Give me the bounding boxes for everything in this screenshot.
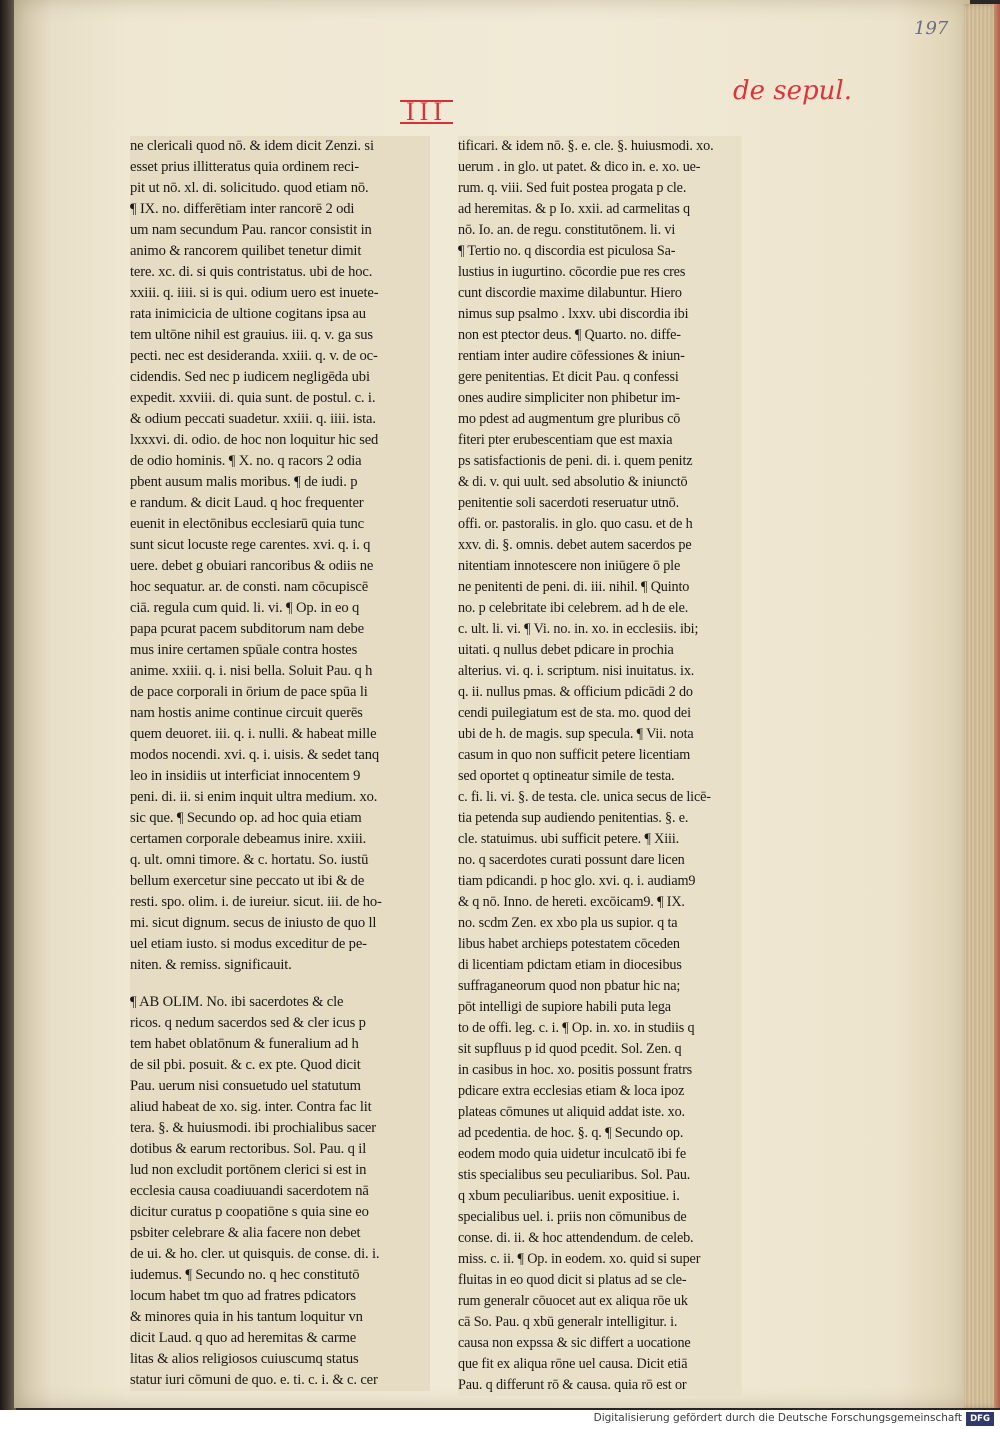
page-stack-edge [964,4,1000,1408]
text-line: certamen corporale debeamus inire. xxiii. [130,831,367,847]
text-line: uere. debet g obuiari rancoribus & odiis ne [130,558,374,574]
text-line: pōt intelligi de supiore habili puta lega [458,999,671,1015]
text-line: uel etiam iusto. si modus exceditur de pe- [130,936,367,952]
text-line: lxxxvi. di. odio. de hoc non loquitur hic sed [130,432,379,448]
text-line: nitentiam innotescere non iniūgere ō ple [458,558,681,574]
text-line: modos nocendi. xvi. q. i. uisis. & sedet tanq [130,747,380,763]
text-line: fluitas in eo quod dicit si platus ad se cle- [458,1272,687,1288]
text-line: conse. di. ii. & hoc attendendum. de celeb. [458,1230,694,1246]
text-line: cle. statuimus. ubi sufficit petere. ¶ Xiii. [458,831,680,847]
text-line: mo pdest ad augmentum gre pluribus cō [458,411,681,427]
text-line: uerum . in glo. ut patet. & dico in. e. xo. ue- [458,159,701,175]
text-line: tia petenda sup audiendo penitentias. §. e. [458,810,689,826]
running-head-mark: III [400,100,453,124]
text-line: offi. or. pastoralis. in glo. quo casu. et de h [458,516,693,532]
text-line: fiteri pter erubescentiam que est maxia [458,432,673,448]
text-line: & q nō. Inno. de hereti. excōicam9. ¶ IX. [458,894,685,910]
text-line: ¶ AB OLIM. No. ibi sacerdotes & cle [130,994,344,1010]
text-line: iudemus. ¶ Secundo no. q hec constitutō [130,1267,360,1283]
text-line: & di. v. qui uult. sed absolutio & iniunctō [458,474,688,490]
text-line: hoc sequatur. ar. de consti. nam cōcupiscē [130,579,369,595]
text-line: & minores quia in his tantum loquitur vn [130,1309,363,1325]
text-line: dicit Laud. q quo ad heremitas & carme [130,1330,357,1346]
text-line: animo & rancorem quilibet tenetur dimit [130,243,362,259]
text-line: penitentie soli sacerdoti reseruatur utnō. [458,495,680,511]
text-line: c. fi. li. vi. §. de testa. cle. unica secus de licē- [458,789,711,805]
text-line: de ui. & ho. cler. ut quisquis. de conse. di. i. [130,1246,380,1262]
text-line: uitati. q nullus debet pdicare in prochia [458,642,674,658]
dfg-logo-icon: DFG [966,1412,994,1426]
text-line: Pau. uerum nisi consuetudo uel statutum [130,1078,361,1094]
text-line: q xbum peculiaribus. uenit expositiue. i. [458,1188,680,1204]
text-line: rum. q. viii. Sed fuit postea progata p cle. [458,180,687,196]
text-line: pecti. nec est desideranda. xxiii. q. v. de oc- [130,348,378,364]
text-line: mi. sicut dignum. secus de iniusto de quo ll [130,915,377,931]
text-line: tiam pdicandi. p hoc glo. xvi. q. i. audiam9 [458,873,696,889]
text-line: stis specialibus seu peculiaribus. Sol. Pau. [458,1167,691,1183]
text-line: ubi de h. de magis. sup specula. ¶ Vii. nota [458,726,694,742]
text-line: gere penitentias. Et dicit Pau. q confessi [458,369,679,385]
text-line: ad pcedentia. de hoc. §. q. ¶ Secundo op. [458,1125,684,1141]
text-line: di licentiam pdictam etiam in diocesibus [458,957,682,973]
text-line: de pace corporali in ōrium de pace spūa li [130,684,368,700]
text-line: psbiter celebrare & alia facere non debet [130,1225,361,1241]
text-line: xxiii. q. iiii. si is qui. odium uero est inuete- [130,285,379,301]
text-line: bellum exercetur sine peccato ut ibi & de [130,873,365,889]
funding-notice: Digitalisierung gefördert durch die Deutsche Forschungsgemeinschaft [593,1412,962,1424]
text-line: um nam secundum Pau. rancor consistit in [130,222,372,238]
footer-bar [0,1410,1000,1429]
text-line: casum in quo non sufficit petere licentiam [458,747,691,763]
text-line: ones audire simpliciter non phibetur im- [458,390,681,406]
text-line: peni. di. ii. si enim inquit ultra medium. xo. [130,789,378,805]
text-line: tem ultōne nihil est grauius. iii. q. v. ga sus [130,327,373,343]
text-line: nō. Io. an. de regu. constitutōnem. li. vi [458,222,676,238]
text-line: euenit in electōnibus ecclesiarū quia tunc [130,516,364,532]
text-column-left [130,136,430,1391]
paragraph-gap [130,976,430,992]
text-line: c. ult. li. vi. ¶ Vi. no. in. xo. in ecclesiis. ibi; [458,621,699,637]
text-line: tere. xc. di. si quis contristatus. ubi de hoc. [130,264,373,280]
text-line: ricos. q nedum sacerdos sed & cler icus p [130,1015,366,1031]
text-line: mus inire certamen spūale contra hostes [130,642,358,658]
text-line: no. scdm Zen. ex xbo pla us supior. q ta [458,915,678,931]
text-line: resti. spo. olim. i. de iureiur. sicut. iii. de ho- [130,894,382,910]
text-line: Pau. q differunt rō & causa. quia rō est or [458,1377,687,1393]
text-line: anime. xxiii. q. i. nisi bella. Soluit Pau. q h [130,663,373,679]
text-line: plateas cōmunes ut aliquid addat iste. xo. [458,1104,685,1120]
text-line: tem habet oblatōnum & funeralium ad h [130,1036,359,1052]
text-line: ¶ Tertio no. q discordia est piculosa Sa- [458,243,676,259]
text-line: sed oportet q optineatur simile de testa. [458,768,675,784]
text-line: causa non expssa & sic differt a uocatione [458,1335,691,1351]
folio-number: 197 [914,18,949,39]
text-line: xxv. di. §. omnis. debet autem sacerdos pe [458,537,692,553]
text-line: libus habet archieps potestatem cōceden [458,936,680,952]
text-line: tificari. & idem nō. §. e. cle. §. huiusmodi. xo. [458,138,714,154]
text-column-right [458,136,742,1396]
text-line: miss. c. ii. ¶ Op. in eodem. xo. quid si super [458,1251,701,1267]
text-line: quem deuoret. iii. q. i. nulli. & habeat mille [130,726,377,742]
text-line: dotibus & earum rectoribus. Sol. Pau. q il [130,1141,367,1157]
text-line: aliud habeat de xo. sig. inter. Contra fac lit [130,1099,372,1115]
text-line: ¶ IX. no. differētiam inter rancorē 2 odi [130,201,355,217]
text-line: eodem modo quia uidetur inculcatō ibi fe [458,1146,687,1162]
text-line: pit ut nō. xl. di. solicitudo. quod etiam nō. [130,180,369,196]
text-line: q. ii. nullus pmas. & officium pdicādi 2 do [458,684,693,700]
text-line: no. q sacerdotes curati possunt dare licen [458,852,685,868]
text-line: rum generalr cōuocet aut ex aliqua rōe uk [458,1293,688,1309]
text-line: cendi puilegiatum est de sta. mo. quod dei [458,705,691,721]
text-line: no. p celebritate ibi celebrem. ad h de ele. [458,600,689,616]
text-line: statur iuri cōmuni de quo. e. ti. c. i. & c. cer [130,1372,378,1388]
text-line: ne penitenti de peni. di. iii. nihil. ¶ Quinto [458,579,690,595]
text-line: q. ult. omni timore. & c. hortatu. So. iustū [130,852,369,868]
text-line: cidendis. Sed nec p iudicem negligēda ubi [130,369,370,385]
text-line: ciā. regula cum quid. li. vi. ¶ Op. in eo q [130,600,360,616]
text-line: nimus sup psalmo . lxxv. ubi discordia ibi [458,306,689,322]
text-line: litas & alios religiosos cuiuscumq status [130,1351,359,1367]
text-line: tera. §. & huiusmodi. ibi prochialibus sacer [130,1120,376,1136]
text-line: to de offi. leg. c. i. ¶ Op. in. xo. in studiis q [458,1020,695,1036]
text-line: sic que. ¶ Secundo op. ad hoc quia etiam [130,810,362,826]
text-line: expedit. xxviii. di. quia sunt. de postul. c. i. [130,390,376,406]
text-line: sunt sicut locuste rege carentes. xvi. q. i. q [130,537,371,553]
text-line: lud non excludit portōnem clerici si est in [130,1162,367,1178]
margin-rubric: de sepul. [733,76,852,106]
text-line: cā So. Pau. q xbū generalr intelligitur. i. [458,1314,678,1330]
text-line: specialibus uel. i. priis non cōmunibus de [458,1209,687,1225]
text-line: dicitur curatus p coopatiōne s quia sine eo [130,1204,369,1220]
text-line: sit supfluus p id quod pcedit. Sol. Zen. q [458,1041,682,1057]
text-line: alterius. vi. q. i. scriptum. nisi inuitatus. ix. [458,663,695,679]
text-line: papa pcurat pacem subditorum nam debe [130,621,364,637]
text-line: ne clericali quod nō. & idem dicit Zenzi. si [130,138,374,154]
text-line: de sil pbi. posuit. & c. ex pte. Quod dicit [130,1057,361,1073]
text-line: rata inimicicia de ultione cogitans ipsa au [130,306,366,322]
text-line: & odium peccati suadetur. xxiii. q. iiii. ista. [130,411,376,427]
text-line: e randum. & dicit Laud. q hoc frequenter [130,495,364,511]
text-line: suffraganeorum quod non pbatur hic na; [458,978,681,994]
text-line: in casibus in hoc. xo. positis possunt fratrs [458,1062,693,1078]
text-line: esset prius illitteratus quia ordinem reci- [130,159,360,175]
text-line: lustius in iugurtino. cōcordie pue res cres [458,264,686,280]
text-line: ps satisfactionis de peni. di. i. quem penitz [458,453,693,469]
text-line: pdicare extra ecclesias etiam & loca ipoz [458,1083,685,1099]
text-line: locum habet tm quo ad fratres pdicators [130,1288,356,1304]
text-line: non est ptector deus. ¶ Quarto. no. diffe- [458,327,681,343]
text-line: de odio hominis. ¶ X. no. q racors 2 odia [130,453,362,469]
text-line: leo in insidiis ut interficiat innocentem 9 [130,768,361,784]
text-line: que fit ex aliqua rōne uel causa. Dicit etiā [458,1356,688,1372]
text-line: ad heremitas. & p Io. xxii. ad carmelitas q [458,201,690,217]
text-line: pbent ausum malis moribus. ¶ de iudi. p [130,474,358,490]
text-line: rentiam inter audire cōfessiones & iniun- [458,348,685,364]
text-line: cunt discordie maxime dilabuntur. Hiero [458,285,682,301]
text-line: nam hostis anime continue circuit querēs [130,705,363,721]
text-line: niten. & remiss. significauit. [130,957,292,973]
text-line: ecclesia causa coadiuuandi sacerdotem nā [130,1183,369,1199]
